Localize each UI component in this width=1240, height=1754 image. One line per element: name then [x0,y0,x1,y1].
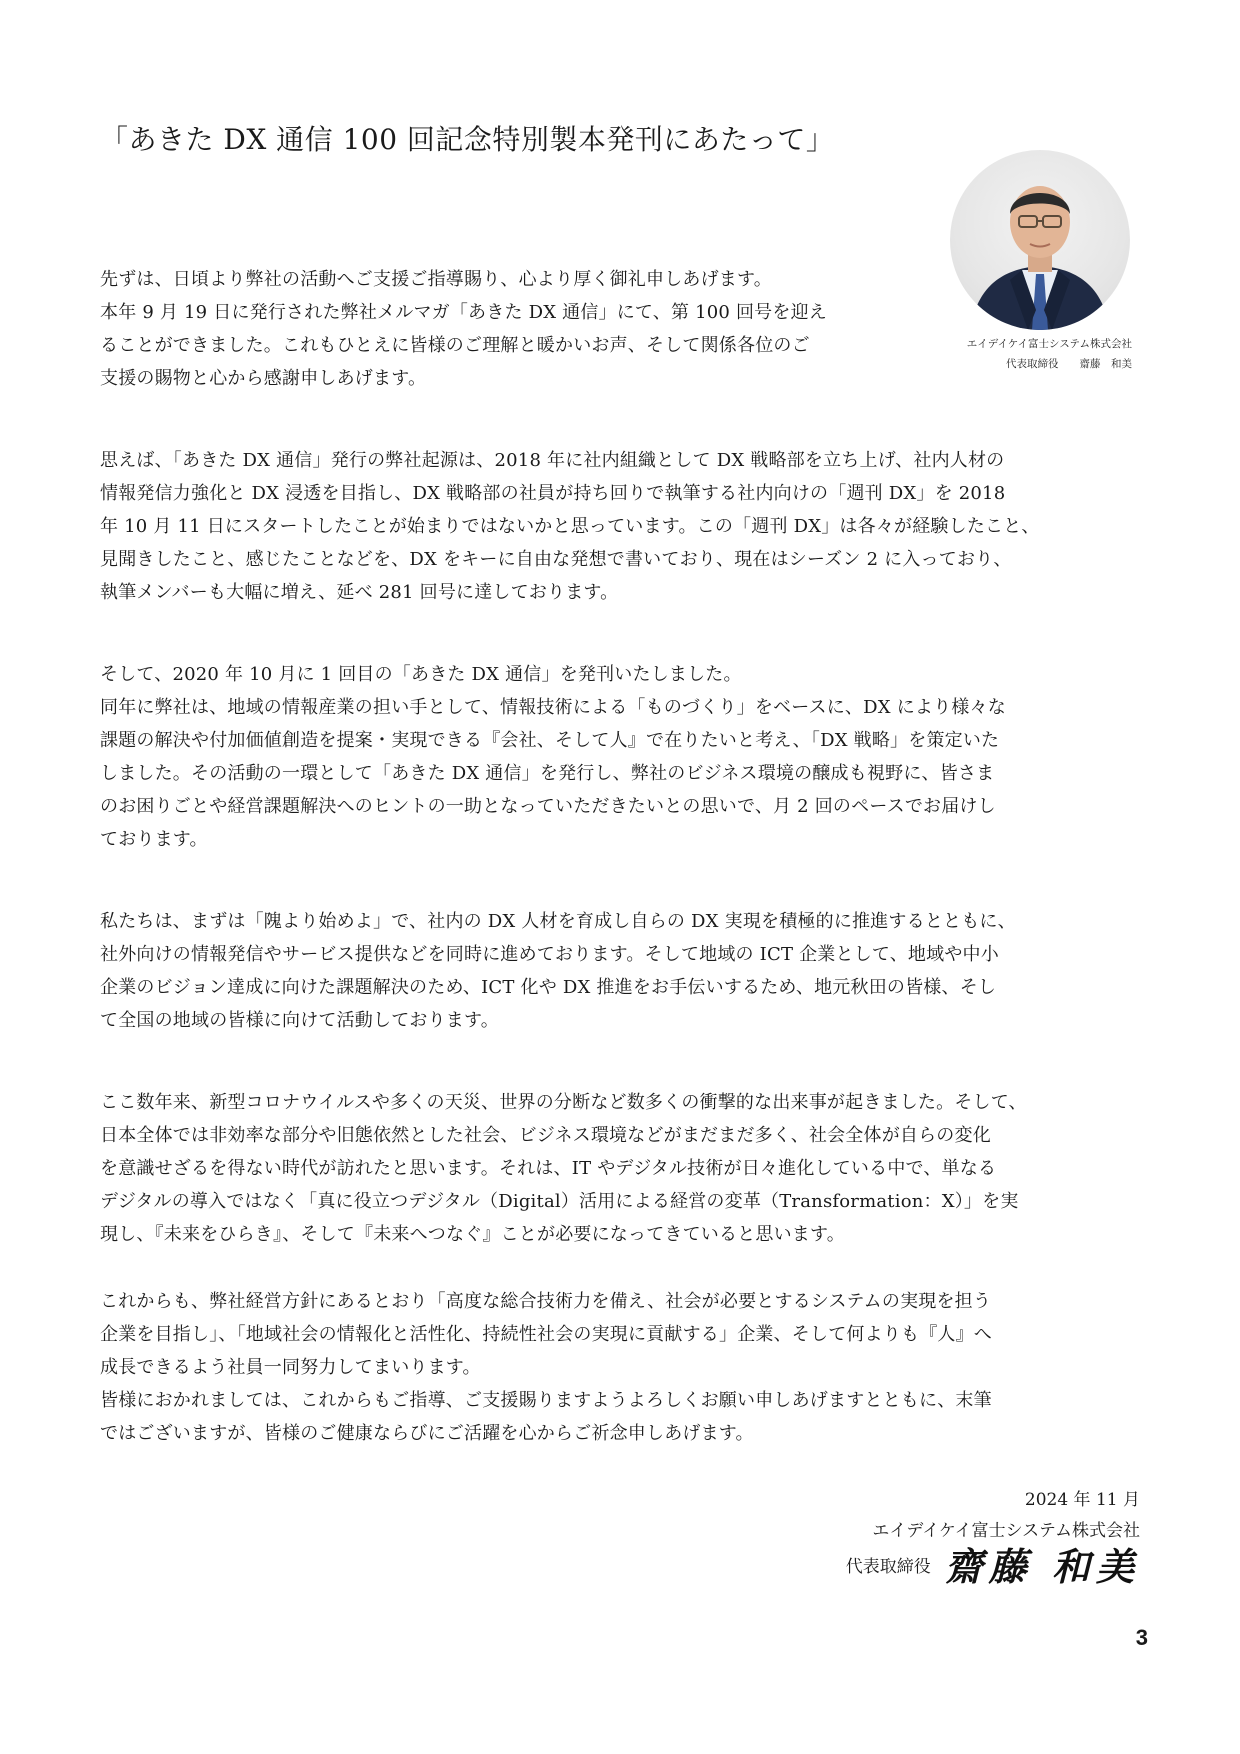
text-line: そして、2020 年 10 月に 1 回目の「あきた DX 通信」を発刊いたしました。 [100,664,742,685]
closing-company: エイデイケイ富士システム株式会社 [872,1521,1140,1541]
paragraph-future [100,1285,992,1450]
page-title: 「あきた DX 通信 100 回記念特別製本発刊にあたって」 [100,123,835,156]
text-line: 執筆メンバーも大幅に増え、延べ 281 回号に達しております。 [100,582,619,603]
text-line: のお困りごとや経営課題解決へのヒントの一助となっていただきたいとの思いで、月 2 回のペースでお届けし [100,796,996,817]
text-line: 課題の解決や付加価値創造を提案・実現できる『会社、そして人』で在りたいと考え、「DX 戦略」を策定いた [100,730,1000,751]
text-line: ております。 [100,829,208,850]
text-line: 企業を目指し」、「地域社会の情報化と活性化、持続性社会の実現に貢献する」企業、そして何よりも『人』へ [100,1324,992,1345]
text-line: て全国の地域の皆様に向けて活動しております。 [100,1010,499,1031]
text-line: 見聞きしたこと、感じたことなどを、DX をキーに自由な発想で書いており、現在はシーズン 2 に入っており、 [100,549,1012,570]
president-photo [950,150,1130,330]
portrait-caption-company: エイデイケイ富士システム株式会社 [966,338,1132,350]
portrait-caption-name: 代表取締役 齋藤 和美 [1006,358,1132,370]
text-line: 現し、『未来をひらき』、そして『未来へつなぐ』ことが必要になってきていると思います。 [100,1224,845,1245]
paragraph-origin [100,444,1040,609]
text-line: を意識せざるを得ない時代が訪れたと思います。それは、IT やデジタル技術が日々進化している中で、単なる [100,1158,997,1179]
text-line: 同年に弊社は、地域の情報産業の担い手として、情報技術による「ものづくり」をベースに、DX により様々な [100,697,1006,718]
text-line: 本年 9 月 19 日に発行された弊社メルマガ「あきた DX 通信」にて、第 100 回号を迎え [100,302,827,323]
president-portrait-block [948,150,1132,374]
text-line: ここ数年来、新型コロナウイルスや多くの天災、世界の分断など数多くの衝撃的な出来事が起きました。そして、 [100,1092,1027,1113]
person-photo-illustration [950,150,1130,330]
text-line: ることができました。これもひとえに皆様のご理解と暖かいお声、そして関係各位のご [100,335,810,356]
text-line: 私たちは、まずは「隗より始めよ」で、社内の DX 人材を育成し自らの DX 実現を積極的に推進するとともに、 [100,911,1016,932]
paragraph-greeting [100,263,827,395]
text-line: 皆様におかれましては、これからもご指導、ご支援賜りますようよろしくお願い申しあげますとともに、末筆 [100,1390,992,1411]
closing-title: 代表取締役 [845,1556,931,1577]
text-line: 支援の賜物と心から感謝申しあげます。 [100,368,427,389]
page-number: 3 [1135,1625,1148,1650]
paragraph-launch [100,658,1006,856]
text-line: ではございますが、皆様のご健康ならびにご活躍を心からご祈念申しあげます。 [100,1423,754,1444]
text-line: 年 10 月 11 日にスタートしたことが始まりではないかと思っています。この「週刊 DX」は各々が経験したこと、 [100,516,1040,537]
text-line: 情報発信力強化と DX 浸透を目指し、DX 戦略部の社員が持ち回りで執筆する社内向けの「週刊 DX」を 2018 [100,483,1006,504]
text-line: しました。その活動の一環として「あきた DX 通信」を発行し、弊社のビジネス環境の醸成も視野に、皆さま [100,763,995,784]
paragraph-recent-years [100,1086,1027,1251]
text-line: 思えば、「あきた DX 通信」発行の弊社起源は、2018 年に社内組織として DX 戦略部を立ち上げ、社内人材の [100,450,1005,471]
paragraph-activities [100,905,1016,1037]
text-line: 成長できるよう社員一同努力してまいります。 [100,1357,481,1378]
text-line: 日本全体では非効率な部分や旧態依然とした社会、ビジネス環境などがまだまだ多く、社会全体が自らの変化 [100,1125,991,1146]
text-line: デジタルの導入ではなく「真に役立つデジタル（Digital）活用による経営の変革（Transformation：X）」を実 [100,1191,1019,1212]
closing-date: 2024 年 11 月 [1024,1490,1140,1510]
text-line: 先ずは、日頃より弊社の活動へご支援ご指導賜り、心より厚く御礼申しあげます。 [100,269,772,290]
handwritten-signature: 齋藤 和美 [944,1544,1140,1589]
text-line: これからも、弊社経営方針にあるとおり「高度な総合技術力を備え、社会が必要とするシステムの実現を担う [100,1291,992,1312]
text-line: 企業のビジョン達成に向けた課題解決のため、ICT 化や DX 推進をお手伝いするため、地元秋田の皆様、そし [100,977,997,998]
closing-signature-block [846,1485,1140,1587]
text-line: 社外向けの情報発信やサービス提供などを同時に進めております。そして地域の ICT 企業として、地域や中小 [100,944,999,965]
